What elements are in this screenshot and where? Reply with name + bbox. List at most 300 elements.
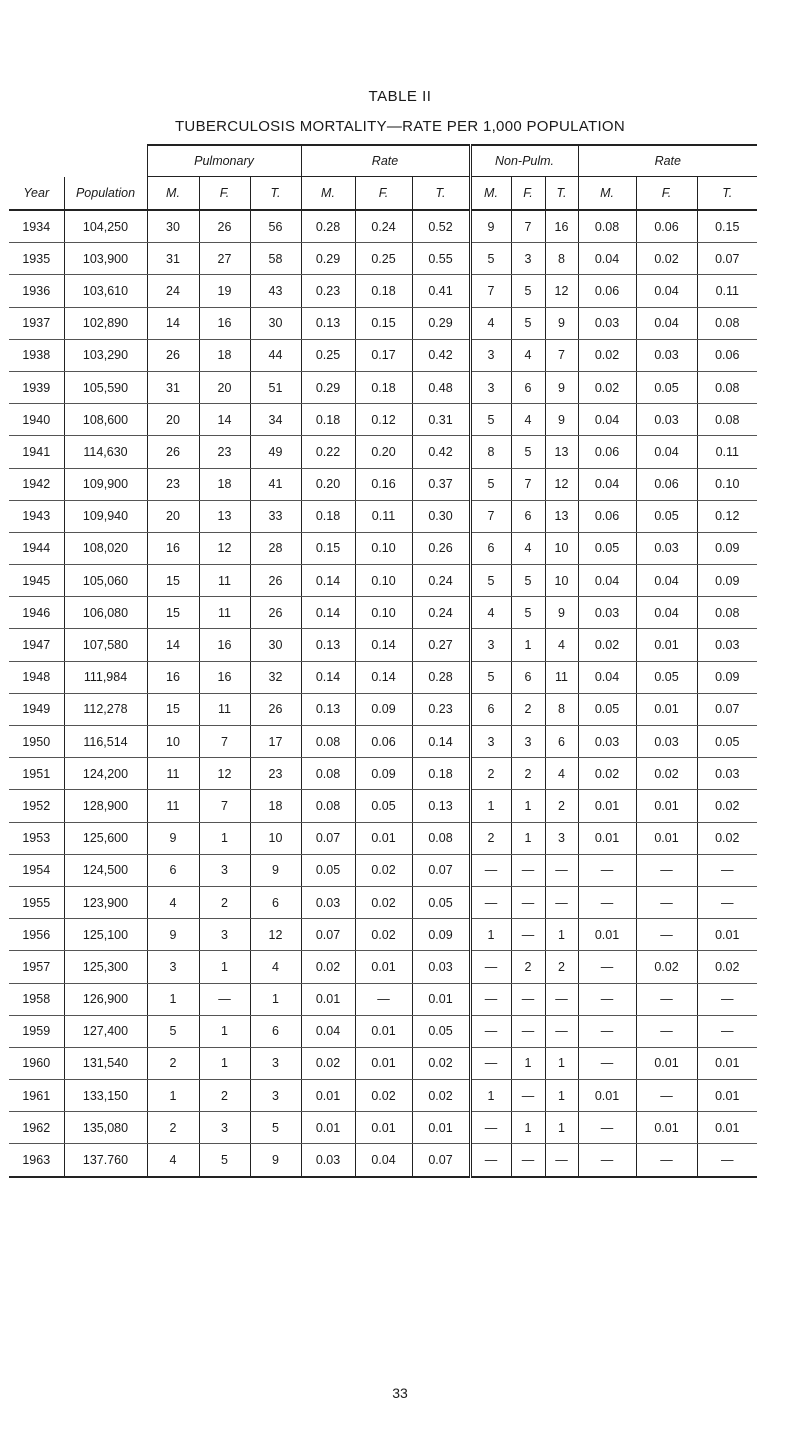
- cell-pulmonary-f: 13: [199, 500, 250, 532]
- cell-non-pulm-m: 4: [470, 597, 511, 629]
- cell-pulmonary-t: 34: [250, 404, 301, 436]
- cell-non-pulm-t: 10: [545, 565, 578, 597]
- cell-rate-t: 0.24: [412, 565, 470, 597]
- cell-population: 103,900: [64, 243, 147, 275]
- cell-rate-m: 0.23: [301, 275, 355, 307]
- cell-non-pulm-m: 3: [470, 371, 511, 403]
- cell-year: 1960: [9, 1047, 64, 1079]
- cell-non-pulm-rate-t: 0.08: [697, 597, 757, 629]
- cell-non-pulm-t: 13: [545, 436, 578, 468]
- cell-pulmonary-f: 11: [199, 597, 250, 629]
- cell-year: 1962: [9, 1112, 64, 1144]
- cell-year: 1944: [9, 532, 64, 564]
- cell-population: 102,890: [64, 307, 147, 339]
- cell-non-pulm-m: —: [470, 854, 511, 886]
- group-header-rate: Rate: [301, 145, 470, 177]
- cell-non-pulm-rate-m: 0.05: [578, 693, 636, 725]
- cell-pulmonary-f: 7: [199, 790, 250, 822]
- table-row: [9, 275, 757, 307]
- cell-non-pulm-rate-t: 0.02: [697, 822, 757, 854]
- cell-year: 1938: [9, 339, 64, 371]
- cell-pulmonary-f: 20: [199, 371, 250, 403]
- cell-pulmonary-f: 23: [199, 436, 250, 468]
- cell-pulmonary-t: 4: [250, 951, 301, 983]
- cell-non-pulm-rate-m: 0.03: [578, 597, 636, 629]
- cell-non-pulm-rate-t: —: [697, 983, 757, 1015]
- cell-pulmonary-f: 16: [199, 661, 250, 693]
- cell-non-pulm-rate-m: 0.01: [578, 790, 636, 822]
- cell-pulmonary-m: 15: [147, 565, 199, 597]
- column-header-pulmonary-t: T.: [250, 177, 301, 211]
- cell-rate-t: 0.23: [412, 693, 470, 725]
- cell-year: 1942: [9, 468, 64, 500]
- cell-pulmonary-t: 26: [250, 693, 301, 725]
- cell-non-pulm-rate-m: —: [578, 854, 636, 886]
- cell-non-pulm-rate-t: 0.08: [697, 307, 757, 339]
- cell-non-pulm-rate-f: 0.01: [636, 693, 697, 725]
- cell-pulmonary-m: 20: [147, 500, 199, 532]
- cell-pulmonary-f: 11: [199, 565, 250, 597]
- cell-rate-f: 0.11: [355, 500, 412, 532]
- cell-rate-t: 0.27: [412, 629, 470, 661]
- cell-non-pulm-f: 5: [511, 275, 545, 307]
- table-row: [9, 758, 757, 790]
- cell-non-pulm-t: —: [545, 983, 578, 1015]
- cell-non-pulm-f: 5: [511, 307, 545, 339]
- cell-non-pulm-rate-f: 0.01: [636, 790, 697, 822]
- cell-year: 1946: [9, 597, 64, 629]
- cell-non-pulm-rate-t: —: [697, 854, 757, 886]
- cell-rate-m: 0.07: [301, 919, 355, 951]
- cell-pulmonary-f: 7: [199, 726, 250, 758]
- column-header-rate-m: M.: [301, 177, 355, 211]
- column-header-population: Population: [64, 177, 147, 211]
- cell-non-pulm-f: 3: [511, 243, 545, 275]
- cell-non-pulm-m: 1: [470, 919, 511, 951]
- cell-non-pulm-t: —: [545, 1015, 578, 1047]
- cell-non-pulm-t: 12: [545, 468, 578, 500]
- table-row: [9, 597, 757, 629]
- cell-non-pulm-rate-t: 0.07: [697, 243, 757, 275]
- cell-pulmonary-f: 12: [199, 758, 250, 790]
- cell-non-pulm-m: 7: [470, 275, 511, 307]
- cell-rate-m: 0.22: [301, 436, 355, 468]
- table-title: TUBERCULOSIS MORTALITY—RATE PER 1,000 POPULATION: [174, 118, 626, 135]
- cell-rate-f: 0.01: [355, 822, 412, 854]
- cell-rate-m: 0.29: [301, 243, 355, 275]
- cell-non-pulm-rate-f: 0.02: [636, 951, 697, 983]
- cell-non-pulm-m: 4: [470, 307, 511, 339]
- cell-rate-f: 0.04: [355, 1144, 412, 1177]
- table-row: [9, 243, 757, 275]
- cell-population: 137.760: [64, 1144, 147, 1177]
- cell-non-pulm-t: 13: [545, 500, 578, 532]
- cell-rate-m: 0.05: [301, 854, 355, 886]
- cell-non-pulm-rate-f: 0.04: [636, 436, 697, 468]
- cell-non-pulm-rate-f: 0.02: [636, 758, 697, 790]
- cell-rate-t: 0.18: [412, 758, 470, 790]
- cell-non-pulm-m: —: [470, 1112, 511, 1144]
- cell-non-pulm-rate-f: —: [636, 983, 697, 1015]
- cell-non-pulm-m: 3: [470, 629, 511, 661]
- cell-non-pulm-rate-f: 0.03: [636, 339, 697, 371]
- cell-rate-t: 0.28: [412, 661, 470, 693]
- cell-non-pulm-rate-f: —: [636, 1080, 697, 1112]
- cell-non-pulm-m: 5: [470, 243, 511, 275]
- cell-rate-f: 0.01: [355, 1047, 412, 1079]
- cell-non-pulm-f: 5: [511, 565, 545, 597]
- mortality-table: [9, 144, 757, 1178]
- column-header-non-pulm-f: F.: [511, 177, 545, 211]
- cell-non-pulm-t: —: [545, 854, 578, 886]
- cell-year: 1959: [9, 1015, 64, 1047]
- cell-non-pulm-rate-f: —: [636, 1015, 697, 1047]
- cell-non-pulm-f: 7: [511, 468, 545, 500]
- cell-non-pulm-t: 10: [545, 532, 578, 564]
- cell-rate-m: 0.08: [301, 726, 355, 758]
- cell-pulmonary-m: 20: [147, 404, 199, 436]
- cell-rate-t: 0.41: [412, 275, 470, 307]
- cell-rate-t: 0.05: [412, 886, 470, 918]
- table-row: [9, 371, 757, 403]
- cell-rate-f: 0.05: [355, 790, 412, 822]
- table-row: [9, 854, 757, 886]
- table-row: [9, 404, 757, 436]
- cell-rate-t: 0.02: [412, 1047, 470, 1079]
- cell-rate-m: 0.01: [301, 1112, 355, 1144]
- column-header-non-pulm-rate-t: T.: [697, 177, 757, 211]
- cell-pulmonary-t: 58: [250, 243, 301, 275]
- cell-rate-m: 0.03: [301, 886, 355, 918]
- table-row: [9, 500, 757, 532]
- cell-pulmonary-f: 3: [199, 1112, 250, 1144]
- cell-population: 108,600: [64, 404, 147, 436]
- cell-pulmonary-m: 3: [147, 951, 199, 983]
- cell-year: 1956: [9, 919, 64, 951]
- cell-rate-f: 0.02: [355, 854, 412, 886]
- cell-rate-t: 0.02: [412, 1080, 470, 1112]
- cell-non-pulm-f: 2: [511, 693, 545, 725]
- cell-rate-t: 0.31: [412, 404, 470, 436]
- cell-non-pulm-t: 9: [545, 307, 578, 339]
- cell-non-pulm-rate-t: 0.01: [697, 919, 757, 951]
- column-header-non-pulm-rate-m: M.: [578, 177, 636, 211]
- cell-non-pulm-t: 9: [545, 597, 578, 629]
- cell-pulmonary-t: 41: [250, 468, 301, 500]
- cell-non-pulm-f: 5: [511, 597, 545, 629]
- cell-non-pulm-rate-f: 0.05: [636, 500, 697, 532]
- cell-rate-t: 0.13: [412, 790, 470, 822]
- cell-rate-m: 0.14: [301, 597, 355, 629]
- table-row: [9, 468, 757, 500]
- cell-non-pulm-t: 1: [545, 1112, 578, 1144]
- cell-non-pulm-rate-f: 0.04: [636, 565, 697, 597]
- cell-non-pulm-t: 4: [545, 629, 578, 661]
- cell-population: 125,600: [64, 822, 147, 854]
- cell-non-pulm-m: 5: [470, 565, 511, 597]
- cell-non-pulm-rate-m: 0.04: [578, 468, 636, 500]
- cell-non-pulm-f: 1: [511, 822, 545, 854]
- cell-population: 126,900: [64, 983, 147, 1015]
- cell-non-pulm-rate-m: 0.06: [578, 436, 636, 468]
- cell-non-pulm-rate-m: 0.04: [578, 404, 636, 436]
- cell-pulmonary-f: 1: [199, 1015, 250, 1047]
- cell-non-pulm-rate-m: 0.02: [578, 629, 636, 661]
- cell-year: 1958: [9, 983, 64, 1015]
- cell-non-pulm-rate-t: —: [697, 1015, 757, 1047]
- table-row: [9, 1080, 757, 1112]
- cell-pulmonary-m: 14: [147, 629, 199, 661]
- cell-rate-f: 0.01: [355, 951, 412, 983]
- cell-pulmonary-f: 3: [199, 854, 250, 886]
- group-header-non-pulm: Non-Pulm.: [470, 145, 578, 177]
- cell-pulmonary-m: 14: [147, 307, 199, 339]
- cell-non-pulm-rate-t: 0.11: [697, 275, 757, 307]
- cell-year: 1935: [9, 243, 64, 275]
- cell-non-pulm-f: —: [511, 1080, 545, 1112]
- cell-year: 1952: [9, 790, 64, 822]
- cell-pulmonary-m: 1: [147, 983, 199, 1015]
- cell-pulmonary-f: 16: [199, 307, 250, 339]
- cell-non-pulm-m: 5: [470, 661, 511, 693]
- cell-pulmonary-m: 26: [147, 339, 199, 371]
- cell-non-pulm-rate-t: 0.08: [697, 371, 757, 403]
- cell-rate-t: 0.48: [412, 371, 470, 403]
- cell-non-pulm-f: 4: [511, 404, 545, 436]
- cell-pulmonary-m: 26: [147, 436, 199, 468]
- cell-population: 105,590: [64, 371, 147, 403]
- cell-non-pulm-rate-t: 0.03: [697, 629, 757, 661]
- cell-non-pulm-rate-f: 0.05: [636, 661, 697, 693]
- cell-population: 127,400: [64, 1015, 147, 1047]
- cell-non-pulm-t: 12: [545, 275, 578, 307]
- cell-pulmonary-t: 43: [250, 275, 301, 307]
- cell-pulmonary-f: 14: [199, 404, 250, 436]
- cell-non-pulm-rate-f: —: [636, 1144, 697, 1177]
- cell-non-pulm-rate-f: —: [636, 854, 697, 886]
- cell-non-pulm-f: —: [511, 983, 545, 1015]
- cell-rate-t: 0.42: [412, 339, 470, 371]
- cell-year: 1936: [9, 275, 64, 307]
- cell-year: 1937: [9, 307, 64, 339]
- cell-population: 133,150: [64, 1080, 147, 1112]
- cell-year: 1957: [9, 951, 64, 983]
- cell-pulmonary-f: 1: [199, 951, 250, 983]
- cell-rate-m: 0.08: [301, 790, 355, 822]
- cell-rate-t: 0.07: [412, 854, 470, 886]
- cell-population: 124,500: [64, 854, 147, 886]
- cell-rate-t: 0.24: [412, 597, 470, 629]
- cell-rate-t: 0.55: [412, 243, 470, 275]
- cell-non-pulm-rate-t: 0.07: [697, 693, 757, 725]
- cell-non-pulm-f: 6: [511, 500, 545, 532]
- cell-pulmonary-t: 5: [250, 1112, 301, 1144]
- cell-non-pulm-f: 6: [511, 661, 545, 693]
- cell-pulmonary-f: 27: [199, 243, 250, 275]
- cell-non-pulm-m: 8: [470, 436, 511, 468]
- cell-pulmonary-f: 5: [199, 1144, 250, 1177]
- cell-pulmonary-f: 18: [199, 339, 250, 371]
- cell-rate-t: 0.42: [412, 436, 470, 468]
- cell-non-pulm-rate-m: 0.06: [578, 500, 636, 532]
- cell-non-pulm-f: —: [511, 919, 545, 951]
- cell-population: 103,290: [64, 339, 147, 371]
- cell-non-pulm-rate-f: 0.04: [636, 307, 697, 339]
- cell-population: 125,300: [64, 951, 147, 983]
- cell-year: 1947: [9, 629, 64, 661]
- cell-non-pulm-rate-t: 0.05: [697, 726, 757, 758]
- cell-rate-f: 0.15: [355, 307, 412, 339]
- column-header-rate-t: T.: [412, 177, 470, 211]
- cell-pulmonary-t: 28: [250, 532, 301, 564]
- cell-non-pulm-t: 2: [545, 790, 578, 822]
- group-header-blank: [9, 145, 64, 177]
- cell-non-pulm-t: —: [545, 886, 578, 918]
- cell-rate-f: 0.14: [355, 661, 412, 693]
- cell-non-pulm-rate-m: 0.04: [578, 243, 636, 275]
- table-row: [9, 790, 757, 822]
- cell-year: 1951: [9, 758, 64, 790]
- cell-non-pulm-rate-t: 0.10: [697, 468, 757, 500]
- cell-year: 1963: [9, 1144, 64, 1177]
- cell-non-pulm-t: 9: [545, 371, 578, 403]
- cell-population: 109,940: [64, 500, 147, 532]
- cell-non-pulm-f: —: [511, 1144, 545, 1177]
- cell-year: 1955: [9, 886, 64, 918]
- cell-population: 116,514: [64, 726, 147, 758]
- cell-non-pulm-rate-t: 0.08: [697, 404, 757, 436]
- cell-pulmonary-m: 15: [147, 597, 199, 629]
- cell-population: 135,080: [64, 1112, 147, 1144]
- table-row: [9, 1047, 757, 1079]
- column-header-pulmonary-m: M.: [147, 177, 199, 211]
- cell-pulmonary-f: 18: [199, 468, 250, 500]
- cell-pulmonary-f: 3: [199, 919, 250, 951]
- cell-year: 1948: [9, 661, 64, 693]
- cell-rate-m: 0.08: [301, 758, 355, 790]
- cell-rate-f: 0.20: [355, 436, 412, 468]
- cell-pulmonary-f: 11: [199, 693, 250, 725]
- cell-non-pulm-rate-m: 0.02: [578, 758, 636, 790]
- group-header-row: [9, 145, 757, 177]
- cell-non-pulm-m: 5: [470, 404, 511, 436]
- cell-population: 131,540: [64, 1047, 147, 1079]
- cell-non-pulm-m: 9: [470, 210, 511, 243]
- column-header-year: Year: [9, 177, 64, 211]
- cell-non-pulm-rate-t: 0.06: [697, 339, 757, 371]
- cell-pulmonary-f: 19: [199, 275, 250, 307]
- cell-rate-m: 0.01: [301, 983, 355, 1015]
- cell-non-pulm-t: 16: [545, 210, 578, 243]
- cell-non-pulm-f: 3: [511, 726, 545, 758]
- cell-year: 1961: [9, 1080, 64, 1112]
- group-header-rate: Rate: [578, 145, 757, 177]
- cell-non-pulm-t: 6: [545, 726, 578, 758]
- cell-pulmonary-t: 26: [250, 597, 301, 629]
- cell-non-pulm-f: 1: [511, 629, 545, 661]
- cell-pulmonary-t: 49: [250, 436, 301, 468]
- column-header-non-pulm-m: M.: [470, 177, 511, 211]
- cell-non-pulm-rate-f: 0.04: [636, 597, 697, 629]
- cell-rate-m: 0.29: [301, 371, 355, 403]
- cell-pulmonary-m: 24: [147, 275, 199, 307]
- table-body: [9, 210, 757, 1177]
- cell-year: 1953: [9, 822, 64, 854]
- cell-non-pulm-rate-f: 0.06: [636, 210, 697, 243]
- cell-rate-f: 0.10: [355, 565, 412, 597]
- cell-non-pulm-rate-t: 0.11: [697, 436, 757, 468]
- cell-non-pulm-rate-m: —: [578, 1015, 636, 1047]
- cell-non-pulm-f: 1: [511, 1047, 545, 1079]
- cell-non-pulm-rate-f: 0.05: [636, 371, 697, 403]
- cell-pulmonary-m: 1: [147, 1080, 199, 1112]
- cell-rate-f: 0.14: [355, 629, 412, 661]
- cell-year: 1945: [9, 565, 64, 597]
- cell-rate-f: 0.01: [355, 1015, 412, 1047]
- cell-pulmonary-t: 33: [250, 500, 301, 532]
- cell-non-pulm-f: 4: [511, 339, 545, 371]
- cell-non-pulm-m: —: [470, 951, 511, 983]
- cell-non-pulm-t: 8: [545, 693, 578, 725]
- cell-non-pulm-m: 6: [470, 532, 511, 564]
- cell-non-pulm-t: 1: [545, 919, 578, 951]
- cell-non-pulm-f: 1: [511, 790, 545, 822]
- cell-non-pulm-f: —: [511, 886, 545, 918]
- cell-pulmonary-t: 9: [250, 1144, 301, 1177]
- cell-pulmonary-t: 10: [250, 822, 301, 854]
- cell-pulmonary-t: 3: [250, 1047, 301, 1079]
- cell-non-pulm-rate-t: 0.01: [697, 1112, 757, 1144]
- cell-non-pulm-rate-m: 0.02: [578, 371, 636, 403]
- cell-rate-m: 0.14: [301, 661, 355, 693]
- table-row: [9, 661, 757, 693]
- cell-year: 1934: [9, 210, 64, 243]
- cell-non-pulm-f: 2: [511, 951, 545, 983]
- cell-rate-m: 0.02: [301, 1047, 355, 1079]
- table-row: [9, 339, 757, 371]
- column-header-row: [9, 177, 757, 211]
- cell-non-pulm-rate-m: 0.05: [578, 532, 636, 564]
- cell-rate-t: 0.01: [412, 983, 470, 1015]
- cell-population: 107,580: [64, 629, 147, 661]
- cell-non-pulm-f: 5: [511, 436, 545, 468]
- cell-pulmonary-m: 11: [147, 790, 199, 822]
- cell-pulmonary-m: 31: [147, 371, 199, 403]
- cell-pulmonary-f: 26: [199, 210, 250, 243]
- cell-pulmonary-t: 12: [250, 919, 301, 951]
- cell-pulmonary-t: 1: [250, 983, 301, 1015]
- cell-year: 1949: [9, 693, 64, 725]
- cell-population: 125,100: [64, 919, 147, 951]
- cell-population: 103,610: [64, 275, 147, 307]
- cell-non-pulm-rate-f: 0.01: [636, 822, 697, 854]
- cell-non-pulm-m: 6: [470, 693, 511, 725]
- cell-non-pulm-f: —: [511, 854, 545, 886]
- cell-rate-m: 0.13: [301, 693, 355, 725]
- column-header-pulmonary-f: F.: [199, 177, 250, 211]
- cell-non-pulm-rate-m: —: [578, 1112, 636, 1144]
- cell-population: 105,060: [64, 565, 147, 597]
- cell-non-pulm-rate-m: 0.01: [578, 1080, 636, 1112]
- cell-non-pulm-rate-t: 0.15: [697, 210, 757, 243]
- cell-non-pulm-f: 2: [511, 758, 545, 790]
- cell-population: 114,630: [64, 436, 147, 468]
- cell-rate-f: —: [355, 983, 412, 1015]
- group-header-blank: [64, 145, 147, 177]
- cell-pulmonary-m: 9: [147, 822, 199, 854]
- table-row: [9, 919, 757, 951]
- cell-rate-m: 0.13: [301, 629, 355, 661]
